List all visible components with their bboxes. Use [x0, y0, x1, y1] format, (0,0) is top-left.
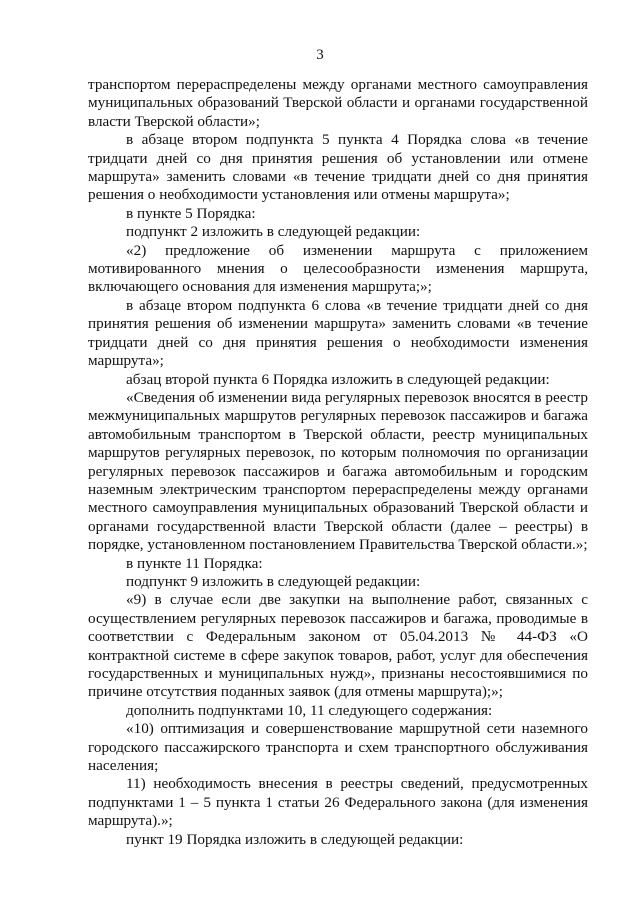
paragraph-1: транспортом перераспределены между органами местного самоуправления муниципальных образований Тверской области и органами государственной власти Тверской области»; — [88, 76, 588, 130]
page-number: 3 — [316, 47, 324, 63]
paragraph-5: «2) предложение об изменении маршрута с приложением мотивированного мнения о целесообразности изменения маршрута, включающего основания для изменения маршрута;»; — [88, 241, 588, 296]
paragraph-7: абзац второй пункта 6 Порядка изложить в следующей редакции: — [126, 370, 550, 388]
paragraph-3: в пункте 5 Порядка: — [126, 204, 256, 222]
paragraph-9: в пункте 11 Порядка: — [126, 554, 263, 572]
paragraph-11: «9) в случае если две закупки на выполнение работ, связанных с осуществлением регулярных перевозок пассажиров и багажа, проводимые в соответствии с Федеральным законом от 05.04.2013 № 44-ФЗ «О контрактной системе в сфере закупок товаров, работ, услуг для обеспечения государственных и муниципальных нужд», признаны несостоявшимися по причине отсутствия поданных заявок (для отмены маршрута);»; — [88, 591, 588, 701]
paragraph-14: 11) необходимость внесения в реестры сведений, предусмотренных подпунктами 1 – 5 пункта 1 статьи 26 Федерального закона (для изменения маршрута).»; — [88, 775, 588, 830]
paragraph-2: в абзаце втором подпункта 5 пункта 4 Порядка слова «в течение тридцати дней со дня принятия решения об установлении или отмене маршрута» заменить словами «в течение тридцати дней со дня принятия решения о необходимости установления или отмены маршрута»; — [88, 131, 588, 204]
document-body — [88, 76, 588, 849]
paragraph-12: дополнить подпунктами 10, 11 следующего содержания: — [126, 701, 493, 719]
paragraph-10: подпункт 9 изложить в следующей редакции: — [126, 572, 421, 590]
paragraph-15: пункт 19 Порядка изложить в следующей редакции: — [126, 830, 464, 848]
paragraph-8: «Сведения об изменении вида регулярных перевозок вносятся в реестр межмуниципальных маршрутов регулярных перевозок пассажиров и багажа автомобильным транспортом в Тверской области, реестр муниципальных маршрутов регулярных перевозок, по которым полномочия по организации регулярных перевозок пассажиров и багажа автомобильным и городским наземным электрическим транспортом перераспределены между органами местного самоуправления муниципальных образований Тверской области и органами государственной власти Тверской области (далее – реестры) в порядке, установленном постановлением Правительства Тверской области.»; — [88, 388, 588, 554]
paragraph-4: подпункт 2 изложить в следующей редакции: — [126, 223, 421, 241]
paragraph-6: в абзаце втором подпункта 6 слова «в течение тридцати дней со дня принятия решения об изменении маршрута» заменить словами «в течение тридцати дней со дня принятия решения о необходимости изменения маршрута»; — [88, 296, 588, 370]
paragraph-13: «10) оптимизация и совершенствование маршрутной сети наземного городского пассажирского транспорта и схем транспортного обслуживания населения; — [88, 720, 588, 775]
